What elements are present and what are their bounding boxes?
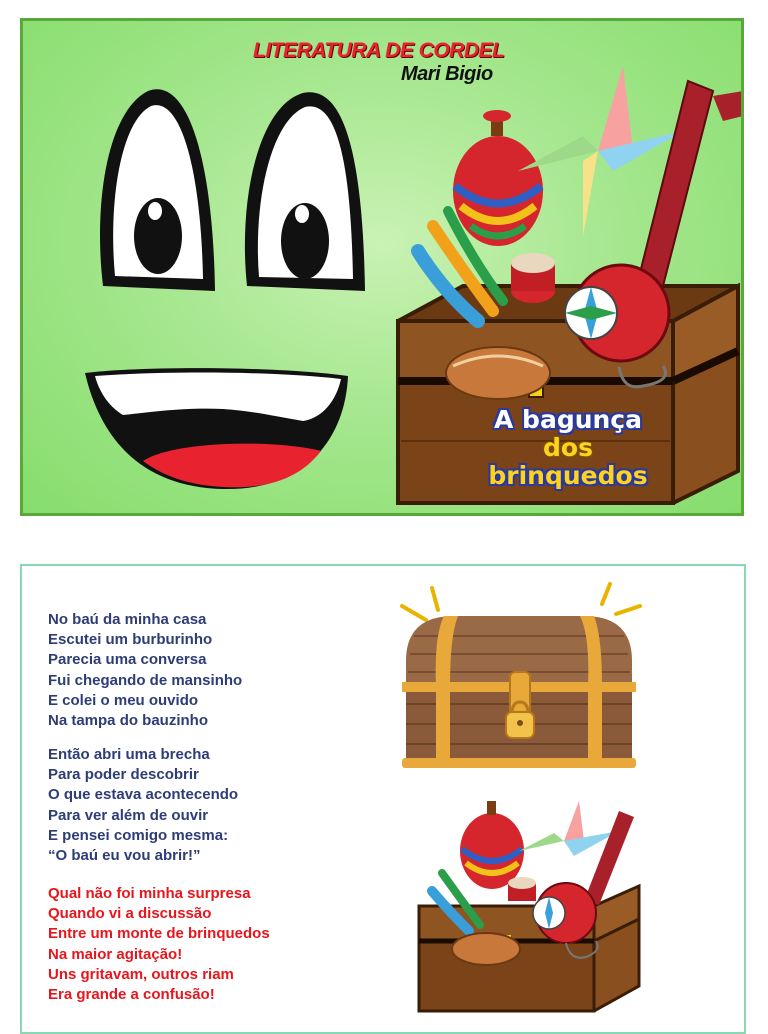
verse-line: “O baú eu vou abrir!” (48, 847, 201, 865)
smiling-mouth-icon (85, 368, 348, 489)
right-eye-icon (245, 92, 365, 291)
verse-line: E pensei comigo mesma: (48, 826, 229, 844)
closed-chest-icon (384, 576, 654, 776)
verse-line: Fui chegando de mansinho (48, 671, 243, 689)
left-eye-icon (100, 89, 215, 291)
verse-line: Qual não foi minha surpresa (48, 885, 251, 902)
poem-page (20, 564, 746, 1034)
verse-line: O que estava acontecendo (48, 786, 239, 804)
stanza-1 (48, 610, 242, 731)
stanza-2 (48, 745, 238, 866)
verse-line: Era grande a confusão! (48, 986, 215, 1004)
stanza-3 (48, 884, 270, 1005)
verse-line: Para ver além de ouvir (48, 806, 209, 824)
small-toy-chest-icon (414, 801, 664, 1021)
book-title-line3: brinquedos (488, 461, 648, 490)
verse-line: Na tampa do bauzinho (48, 712, 209, 730)
book-cover (20, 18, 744, 516)
verse-line: Uns gritavam, outros riam (48, 965, 234, 983)
book-title-line2: dos (543, 433, 593, 462)
verse-line: Entre um monte de brinquedos (48, 925, 270, 943)
verse-line: Na maior agitação! (48, 945, 183, 963)
verse-line: Então abri uma brecha (48, 746, 210, 763)
verse-line: Quando vi a discussão (48, 905, 212, 923)
series-title: LITERATURA DE CORDEL (253, 39, 505, 62)
verse-line: Para poder descobrir (48, 766, 199, 784)
book-title-line1: A bagunça (494, 405, 642, 434)
verse-line: Escutei um burburinho (48, 631, 213, 649)
author-name: Mari Bigio (401, 63, 493, 85)
verse-line: Parecia uma conversa (48, 651, 207, 669)
verse-line: E colei o meu ouvido (48, 691, 199, 709)
book-title (468, 406, 668, 490)
verse-line: No baú da minha casa (48, 611, 207, 628)
